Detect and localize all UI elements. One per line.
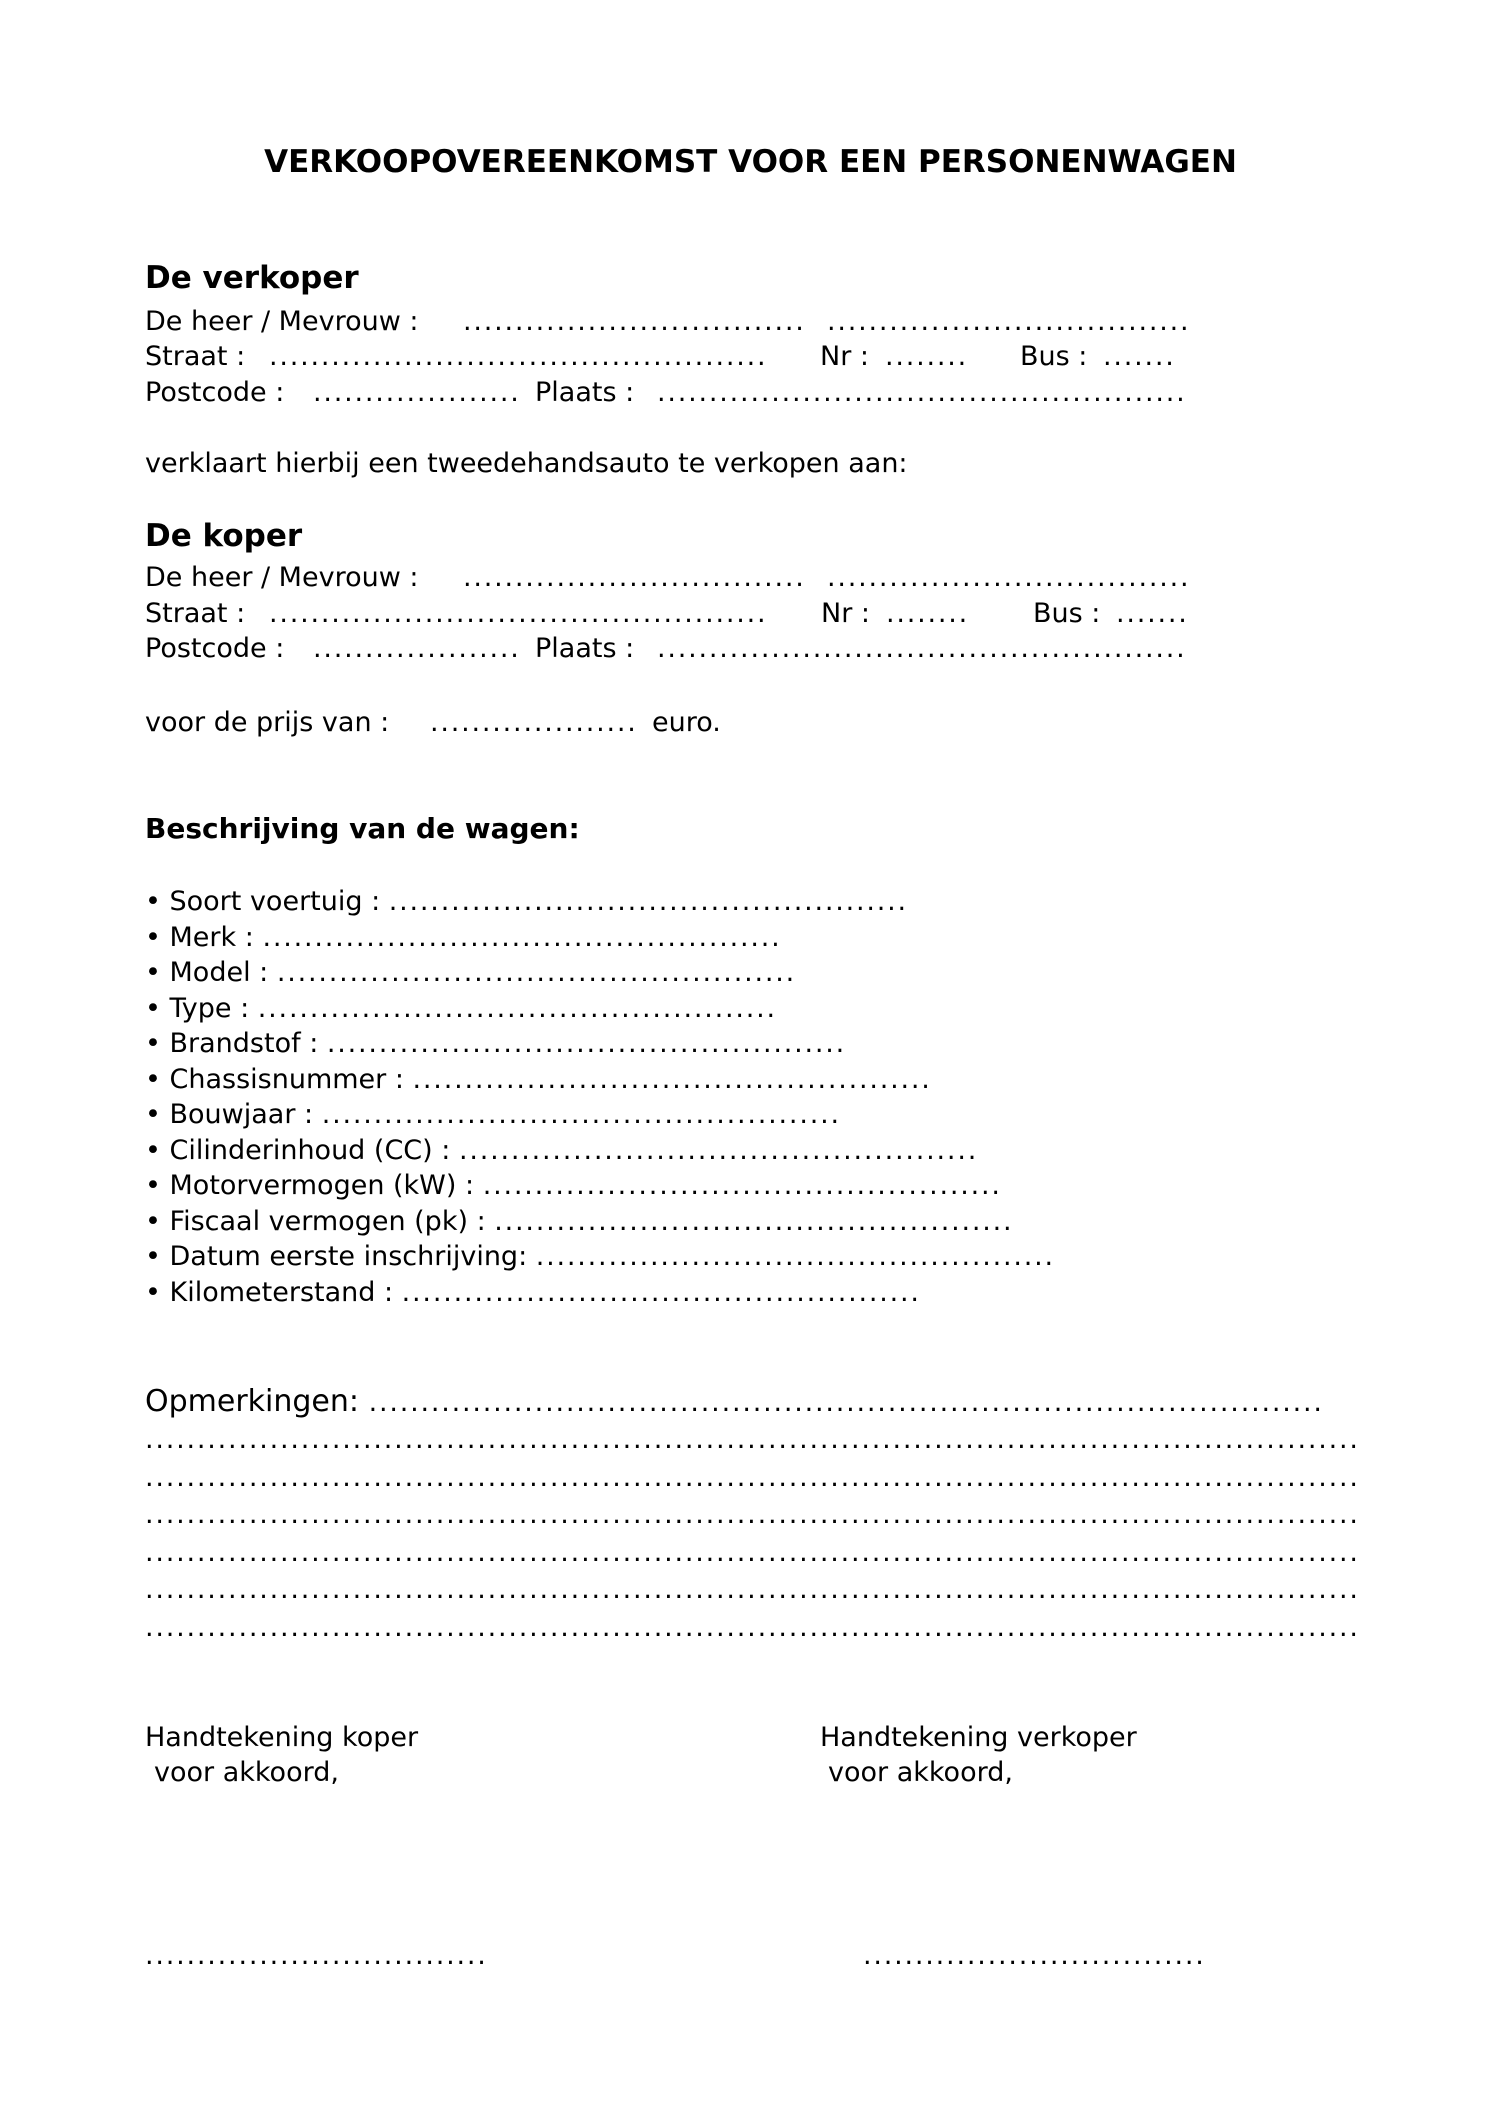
seller-bus-label: Bus : (1020, 341, 1088, 372)
description-item-label: • Fiscaal vermogen (pk) : (145, 1205, 486, 1237)
buyer-signature-field[interactable]: ................................. (145, 1940, 488, 1971)
buyer-place-field[interactable]: ................................................... (657, 633, 1187, 664)
description-item-label: • Datum eerste inschrijving: (145, 1241, 528, 1272)
buyer-street-row (145, 596, 1445, 632)
seller-signature-sub: voor akkoord, (828, 1757, 1013, 1788)
buyer-name-field[interactable]: ................................. (463, 562, 806, 593)
buyer-heading: De koper (145, 518, 303, 554)
description-item-label: • Kilometerstand : (145, 1276, 394, 1308)
description-item-field[interactable]: .................................................. (458, 1134, 979, 1166)
buyer-signature-label: Handtekening koper (145, 1722, 419, 1753)
buyer-place-label: Plaats : (535, 633, 635, 664)
description-item-label: • Cilinderinhoud (CC) : (145, 1134, 451, 1166)
description-item-field[interactable]: .................................................. (388, 886, 908, 917)
description-item-label: • Model : (145, 957, 269, 988)
description-item (145, 1204, 1013, 1240)
seller-street-row (145, 339, 1445, 375)
description-item (145, 1239, 1055, 1275)
description-item (145, 991, 777, 1027)
buyer-street-label: Straat : (145, 598, 246, 629)
seller-postcode-field[interactable]: .................... (313, 377, 521, 408)
seller-street-label: Straat : (145, 341, 246, 372)
description-item-field[interactable]: .................................................. (262, 921, 782, 953)
seller-name-label: De heer / Mevrouw : (145, 306, 419, 337)
seller-place-field[interactable]: ................................................... (657, 377, 1187, 408)
seller-heading: De verkoper (145, 260, 359, 296)
description-item (145, 1026, 846, 1062)
remarks-field-line[interactable]: ..................................................................................................................... (145, 1461, 1360, 1493)
description-item-label: • Type : (145, 992, 250, 1024)
remarks-field-line[interactable]: ............................................................................................ (368, 1387, 1324, 1418)
description-item-field[interactable]: .................................................. (401, 1276, 921, 1308)
remarks-field-line[interactable]: ..................................................................................................................... (145, 1611, 1360, 1643)
description-item (145, 1168, 1002, 1204)
description-heading: Beschrijving van de wagen: (145, 812, 580, 845)
description-item (145, 1062, 932, 1098)
price-field[interactable]: .................... (430, 707, 638, 738)
description-item-label: • Chassisnummer : (145, 1063, 404, 1095)
description-item (145, 955, 796, 991)
price-row (145, 705, 1445, 741)
buyer-postcode-label: Postcode : (145, 633, 285, 664)
description-item (145, 1133, 978, 1169)
seller-postcode-label: Postcode : (145, 377, 285, 408)
description-item-label: • Merk : (145, 921, 254, 953)
buyer-name-row (145, 560, 1445, 596)
seller-postcode-row (145, 375, 1445, 411)
remarks-field-line[interactable]: ..................................................................................................................... (145, 1536, 1360, 1568)
remarks-field-line[interactable]: ..................................................................................................................... (145, 1499, 1360, 1530)
document-title: VERKOOPOVEREENKOMST VOOR EEN PERSONENWAGEN (264, 144, 1237, 180)
buyer-signature-sub: voor akkoord, (154, 1757, 339, 1788)
seller-place-label: Plaats : (535, 377, 635, 408)
description-item-field[interactable]: .................................................. (276, 957, 796, 988)
description-item (145, 1275, 921, 1311)
description-item-label: • Bouwjaar : (145, 1099, 314, 1130)
buyer-postcode-row (145, 631, 1445, 667)
remarks-field-line[interactable]: ..................................................................................................................... (145, 1424, 1360, 1455)
seller-firstname-field[interactable]: ................................... (827, 306, 1191, 337)
declaration-text: verklaart hierbij een tweedehandsauto te verkopen aan: (145, 448, 908, 479)
description-item-field[interactable]: .................................................. (321, 1099, 841, 1130)
seller-signature-field[interactable]: ................................. (863, 1940, 1206, 1971)
seller-name-row (145, 304, 1445, 340)
seller-nr-label: Nr : (820, 341, 869, 372)
buyer-nr-label: Nr : (821, 598, 870, 629)
seller-bus-field[interactable]: ....... (1103, 341, 1176, 372)
buyer-name-label: De heer / Mevrouw : (145, 562, 419, 593)
description-item-label: • Motorvermogen (kW) : (145, 1170, 475, 1201)
buyer-postcode-field[interactable]: .................... (313, 633, 521, 664)
description-item-field[interactable]: .................................................. (257, 992, 777, 1024)
buyer-nr-field[interactable]: ........ (886, 598, 970, 629)
description-item-label: • Brandstof : (145, 1028, 319, 1059)
description-item-field[interactable]: .................................................. (494, 1205, 1014, 1237)
seller-signature-label: Handtekening verkoper (820, 1722, 1137, 1753)
remarks-field-line[interactable]: ..................................................................................................................... (145, 1574, 1360, 1605)
description-item (145, 1097, 841, 1133)
price-label: voor de prijs van : (145, 707, 390, 738)
description-item-field[interactable]: .................................................. (482, 1170, 1002, 1201)
description-item (145, 920, 782, 956)
seller-nr-field[interactable]: ........ (885, 341, 969, 372)
seller-name-field[interactable]: ................................. (463, 306, 806, 337)
seller-street-field[interactable]: ................................................ (269, 341, 768, 372)
buyer-firstname-field[interactable]: ................................... (827, 562, 1191, 593)
price-currency: euro. (652, 707, 721, 738)
description-item (145, 884, 908, 920)
remarks-row (145, 1382, 1324, 1422)
buyer-bus-label: Bus : (1033, 598, 1101, 629)
description-item-field[interactable]: .................................................. (326, 1028, 847, 1059)
remarks-label: Opmerkingen: (145, 1384, 360, 1419)
buyer-street-field[interactable]: ................................................ (269, 598, 768, 629)
buyer-bus-field[interactable]: ....... (1116, 598, 1189, 629)
description-item-field[interactable]: .................................................. (412, 1063, 932, 1095)
description-item-field[interactable]: .................................................. (535, 1241, 1055, 1272)
description-item-label: • Soort voertuig : (145, 886, 381, 917)
